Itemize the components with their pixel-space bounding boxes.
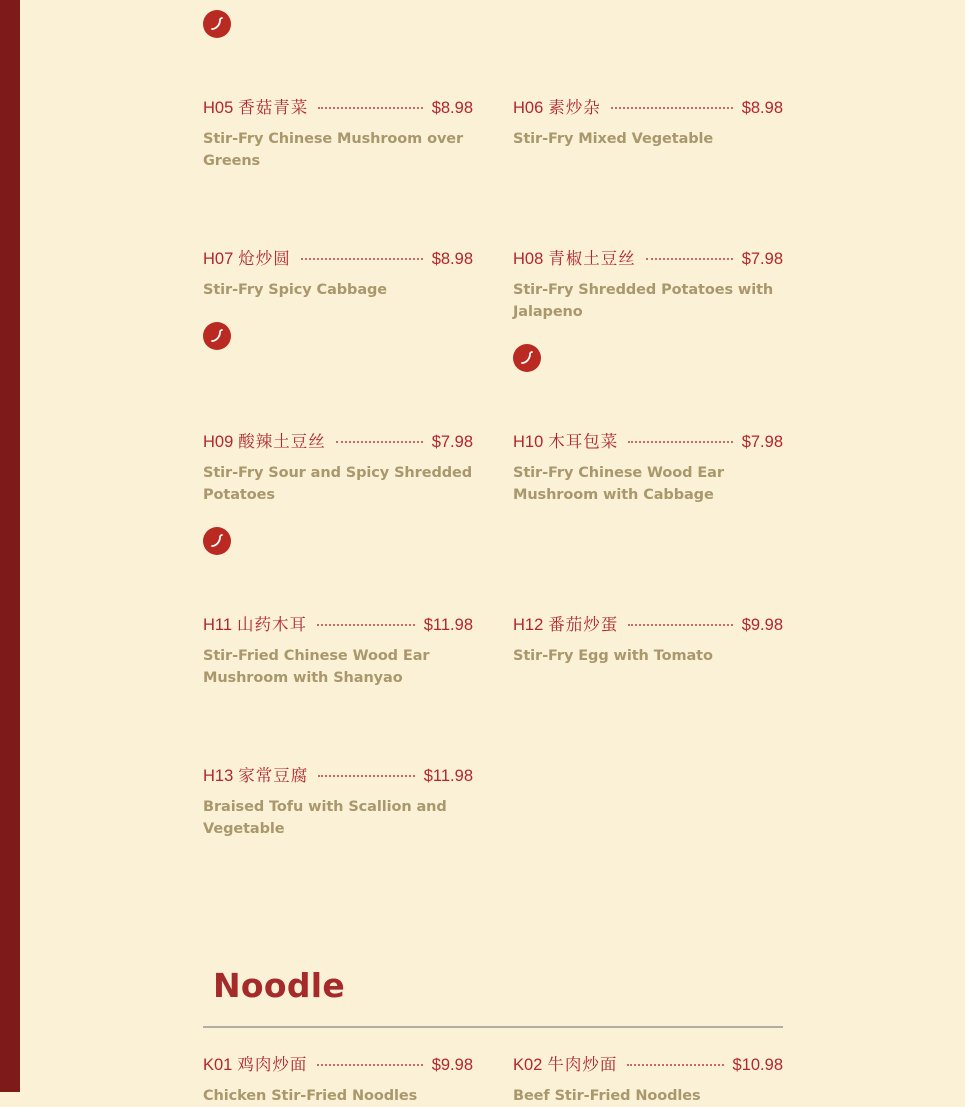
menu-item[interactable]	[513, 1051, 783, 1107]
item-code: H10	[513, 433, 544, 451]
item-chinese-name: 香菇青菜	[238, 99, 309, 117]
dotted-leader	[318, 105, 422, 109]
item-code: H06	[513, 99, 544, 117]
menu-item[interactable]	[203, 762, 473, 840]
chili-pepper-icon	[513, 344, 541, 372]
menu-item[interactable]	[513, 94, 783, 150]
item-description: Braised Tofu with Scallion and Vegetable	[203, 799, 447, 837]
item-description: Stir-Fry Mixed Vegetable	[513, 131, 714, 147]
item-description: Stir-Fry Egg with Tomato	[513, 648, 713, 664]
item-chinese-name: 家常豆腐	[238, 767, 309, 785]
dotted-leader	[628, 622, 732, 626]
item-chinese-name: 鸡肉炒面	[237, 1056, 308, 1074]
menu-item[interactable]	[203, 94, 473, 172]
menu-item[interactable]	[203, 611, 473, 689]
dotted-leader	[317, 1062, 422, 1066]
item-description: Stir-Fry Chinese Mushroom over Greens	[203, 131, 464, 169]
item-chinese-name: 木耳包菜	[548, 433, 619, 451]
item-description: Chicken Stir-Fried Noodles	[203, 1088, 418, 1104]
dotted-leader	[317, 622, 415, 626]
item-code: H13	[203, 767, 234, 785]
item-description: Beef Stir-Fried Noodles	[513, 1088, 701, 1104]
menu-item[interactable]	[203, 1051, 473, 1107]
item-description: Stir-Fry Spicy Cabbage	[203, 282, 388, 298]
item-code: H05	[203, 99, 234, 117]
item-price: $8.98	[431, 250, 473, 268]
item-code: H07	[203, 250, 234, 268]
left-accent-bar	[0, 0, 20, 1092]
item-chinese-name: 牛肉炒面	[547, 1056, 618, 1074]
dotted-leader	[627, 1062, 723, 1066]
item-chinese-name: 山药木耳	[237, 616, 308, 634]
item-price: $7.98	[741, 250, 783, 268]
item-chinese-name: 青椒土豆丝	[548, 250, 636, 268]
menu-item[interactable]	[513, 611, 783, 667]
menu-item[interactable]	[513, 428, 783, 506]
item-price: $11.98	[423, 616, 473, 634]
item-code: H12	[513, 616, 544, 634]
chili-pepper-icon	[203, 10, 231, 38]
item-code: H11	[203, 616, 233, 634]
item-price: $8.98	[741, 99, 783, 117]
menu-item[interactable]	[513, 245, 783, 323]
item-description: Stir-Fry Chinese Wood Ear Mushroom with Cabbage	[513, 465, 724, 503]
item-chinese-name: 素炒杂	[548, 99, 601, 117]
item-code: H09	[203, 433, 234, 451]
item-description: Stir-Fried Chinese Wood Ear Mushroom with Shanyao	[203, 648, 430, 686]
item-price: $8.98	[431, 99, 473, 117]
chili-pepper-icon	[203, 322, 231, 350]
item-price: $10.98	[732, 1056, 783, 1074]
dotted-leader	[336, 439, 423, 443]
menu-item[interactable]	[203, 245, 473, 301]
chili-pepper-icon	[203, 527, 231, 555]
item-description: Stir-Fry Sour and Spicy Shredded Potatoes	[203, 465, 473, 503]
item-price: $7.98	[431, 433, 473, 451]
item-code: K01	[203, 1056, 233, 1074]
item-price: $7.98	[741, 433, 783, 451]
item-code: K02	[513, 1056, 543, 1074]
section-title: Noodle	[213, 966, 346, 1005]
dotted-leader	[611, 105, 733, 109]
section-divider	[203, 1026, 783, 1028]
item-chinese-name: 番茄炒蛋	[548, 616, 619, 634]
item-chinese-name: 酸辣土豆丝	[238, 433, 326, 451]
menu-item[interactable]	[203, 428, 473, 506]
dotted-leader	[628, 439, 732, 443]
item-description: Stir-Fry Shredded Potatoes with Jalapeno	[513, 282, 774, 320]
item-chinese-name: 炝炒圆	[238, 250, 291, 268]
item-code: H08	[513, 250, 544, 268]
dotted-leader	[301, 256, 423, 260]
dotted-leader	[646, 256, 733, 260]
dotted-leader	[318, 773, 414, 777]
item-price: $9.98	[431, 1056, 473, 1074]
item-price: $9.98	[741, 616, 783, 634]
item-price: $11.98	[423, 767, 473, 785]
